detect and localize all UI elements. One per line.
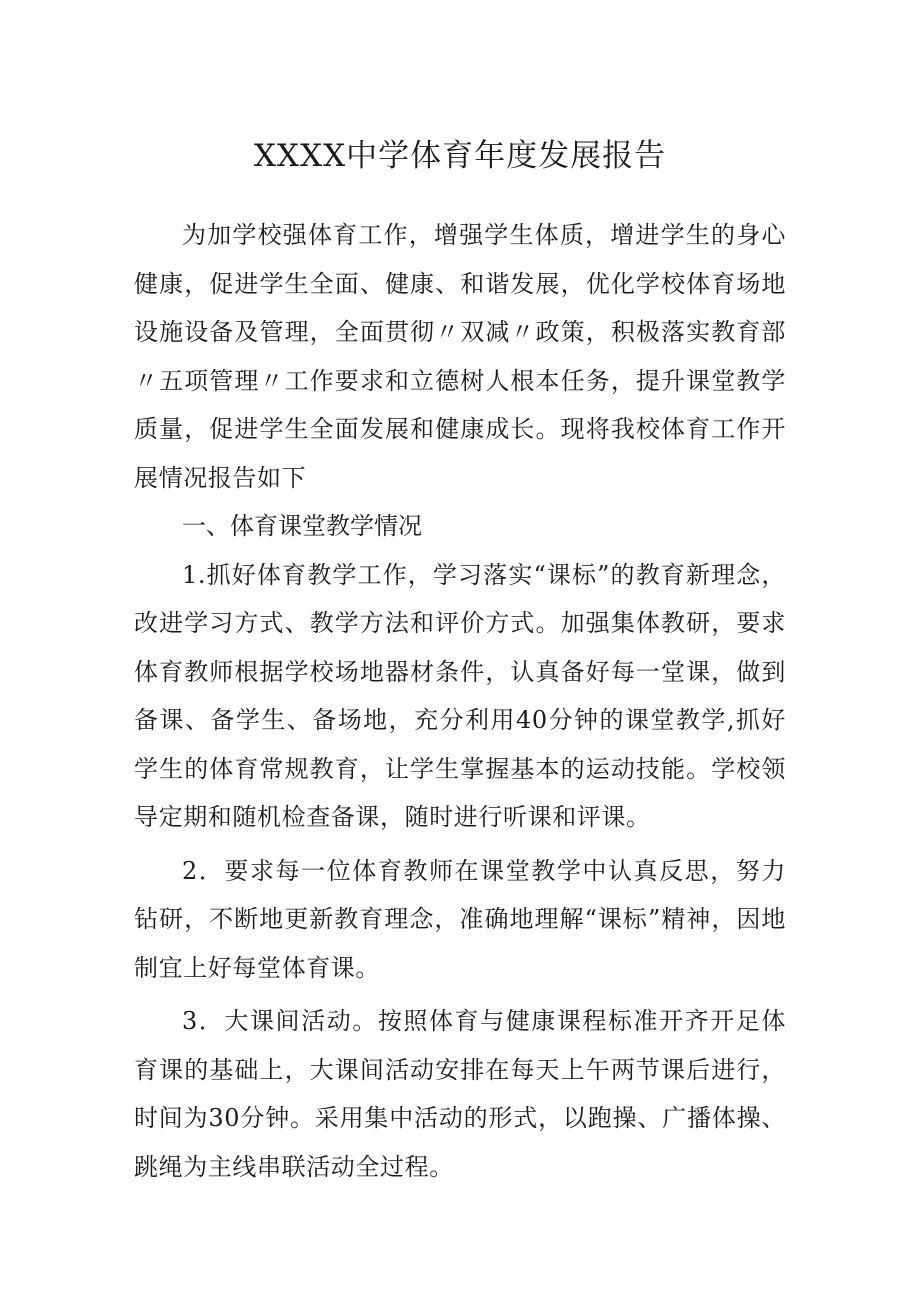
intro-paragraph: 为加学校强体育工作，增强学生体质，增进学生的身心健康，促进学生全面、健康、和谐发展，优化学校体育场地设施设备及管理，全面贯彻〃双减〃政策，积极落实教育部〃五项管理〃工作要求和立德树人根本任务，提升课堂教学质量，促进学生全面发展和健康成长。现将我校体育工作开展情况报告如下 <box>134 221 786 492</box>
item-1-paragraph: 1.抓好体育教学工作，学习落实“课标”的教育新理念，改进学习方式、教学方法和评价方式。加强集体教研，要求体育教师根据学校场地器材条件，认真备好每一堂课，做到备课、备学生、备场地，充分利用40分钟的课堂教学,抓好学生的体育常规教育，让学生掌握基本的运动技能。学校领导定期和随机检查备课，随时进行听课和评课。 <box>134 560 786 831</box>
item-2-paragraph: 2．要求每一位体育教师在课堂教学中认真反思，努力钻研，不断地更新教育理念，准确地理解“课标”精神，因地制宜上好每堂体育课。 <box>134 856 786 982</box>
document-title: XXXX中学体育年度发展报告 <box>253 138 667 174</box>
document-body <box>134 211 786 1191</box>
section-heading: 一、体育课堂教学情况 <box>182 512 422 540</box>
item-3-paragraph: 3．大课间活动。按照体育与健康课程标准开齐开足体育课的基础上，大课间活动安排在每天上午两节课后进行，时间为30分钟。采用集中活动的形式，以跑操、广播体操、跳绳为主线串联活动全过程。 <box>134 1007 786 1181</box>
